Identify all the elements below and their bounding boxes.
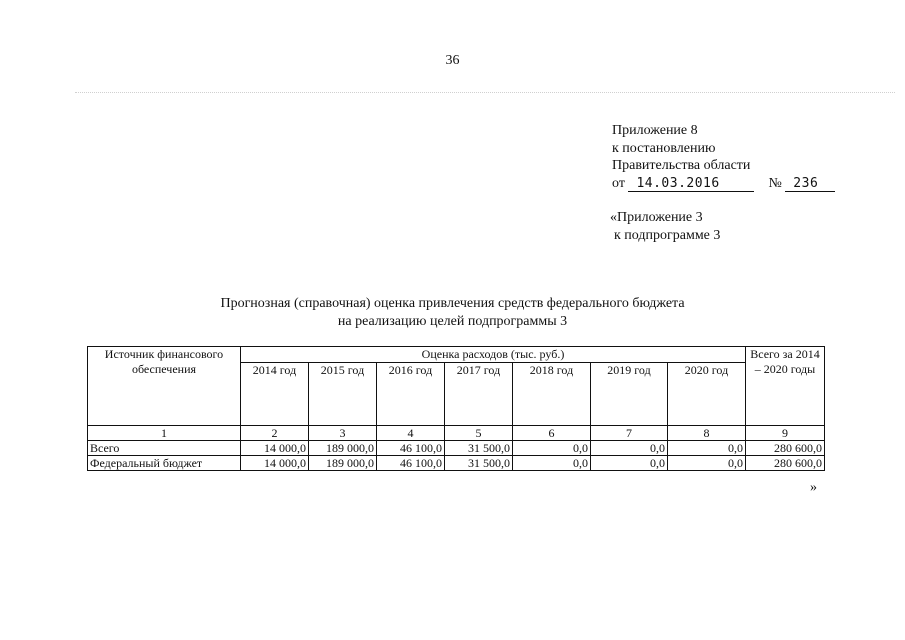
title-line-1: Прогнозная (справочная) оценка привлечения средств федерального бюджета: [220, 296, 685, 311]
header-total: Всего за 2014 – 2020 годы: [746, 347, 825, 426]
header-year: 2019 год: [591, 363, 668, 426]
table-cell: 280 600,0: [746, 441, 825, 456]
table-cell: 189 000,0: [309, 441, 377, 456]
column-number: 8: [668, 426, 746, 441]
appendix-line-1: Приложение 8: [612, 123, 698, 138]
header-year: 2014 год: [241, 363, 309, 426]
dotted-rule: [75, 92, 895, 93]
table-cell: 0,0: [591, 456, 668, 471]
closing-quote: »: [810, 480, 817, 495]
header-year: 2017 год: [445, 363, 513, 426]
column-number: 2: [241, 426, 309, 441]
table-row: [88, 441, 825, 456]
document-title: [0, 295, 905, 330]
page-number: 36: [445, 53, 460, 68]
header-year: 2016 год: [377, 363, 445, 426]
column-number: 4: [377, 426, 445, 441]
header-group: Оценка расходов (тыс. руб.): [241, 347, 746, 363]
column-number: 9: [746, 426, 825, 441]
subprogram-line-2: к подпрограмме 3: [614, 227, 721, 243]
table-cell: 31 500,0: [445, 441, 513, 456]
table-cell: 280 600,0: [746, 456, 825, 471]
header-year: 2015 год: [309, 363, 377, 426]
table-cell: 0,0: [591, 441, 668, 456]
column-number: 7: [591, 426, 668, 441]
number-label: №: [768, 175, 782, 191]
row-label: Федеральный бюджет: [88, 456, 241, 471]
column-number: 3: [309, 426, 377, 441]
subprogram-block: [610, 209, 720, 244]
column-number-row: [88, 426, 825, 441]
table-cell: 46 100,0: [377, 456, 445, 471]
appendix-line-3: Правительства области: [612, 158, 751, 173]
header-year: 2018 год: [513, 363, 591, 426]
header-year: 2020 год: [668, 363, 746, 426]
decree-number: 236: [785, 177, 835, 192]
column-number: 5: [445, 426, 513, 441]
subprogram-line-1: «Приложение 3: [610, 210, 703, 225]
appendix-block: [612, 122, 835, 192]
title-line-2: на реализацию целей подпрограммы 3: [337, 313, 568, 329]
column-number: 1: [88, 426, 241, 441]
table-cell: 14 000,0: [241, 441, 309, 456]
table-cell: 0,0: [668, 456, 746, 471]
table-cell: 0,0: [668, 441, 746, 456]
header-source: Источник финансового обеспечения: [88, 347, 241, 426]
appendix-line-2: к постановлению: [612, 140, 716, 156]
table-cell: 31 500,0: [445, 456, 513, 471]
decree-date: 14.03.2016: [628, 177, 754, 192]
table-cell: 189 000,0: [309, 456, 377, 471]
appendix-date-line: [612, 175, 835, 193]
column-number: 6: [513, 426, 591, 441]
table-row: [88, 456, 825, 471]
table-cell: 0,0: [513, 441, 591, 456]
from-label: от: [612, 175, 625, 191]
funding-table: [87, 346, 825, 471]
row-label: Всего: [88, 441, 241, 456]
table-cell: 14 000,0: [241, 456, 309, 471]
table-cell: 46 100,0: [377, 441, 445, 456]
table-cell: 0,0: [513, 456, 591, 471]
